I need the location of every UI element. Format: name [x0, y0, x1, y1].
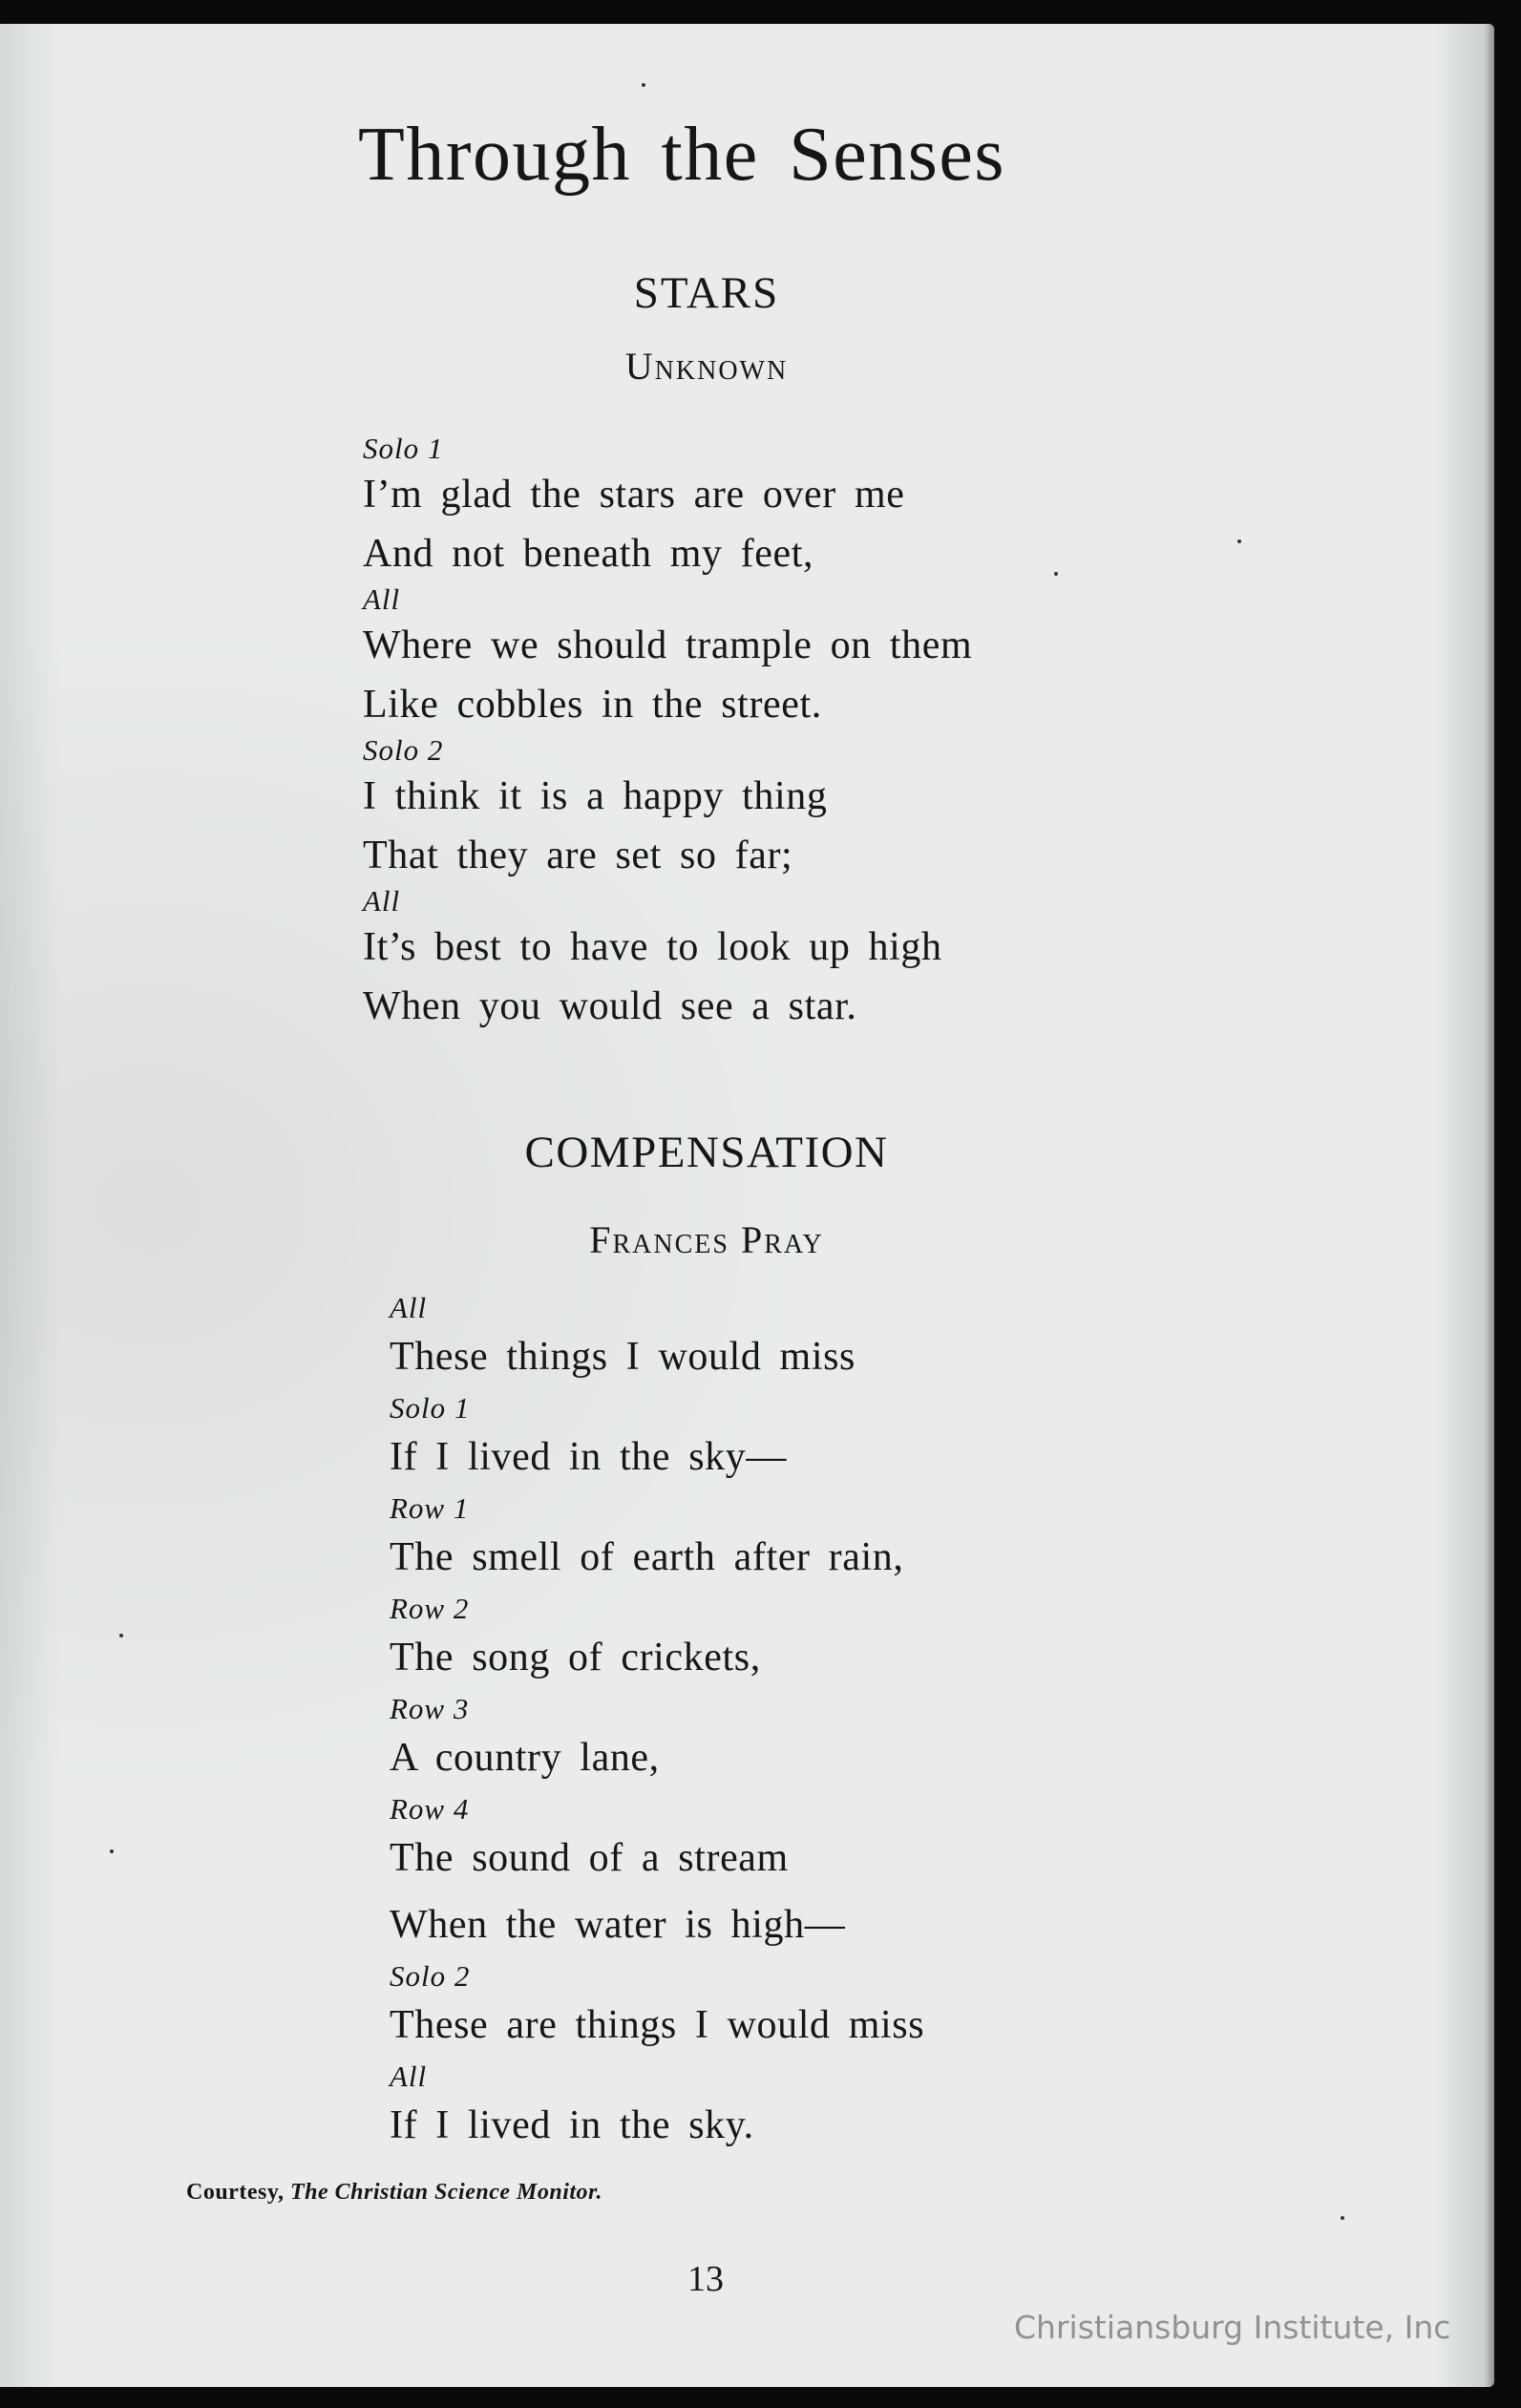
verse-line: A country lane,: [390, 1736, 660, 1780]
page-title: Through the Senses: [358, 113, 1006, 197]
verse-line: The sound of a stream: [390, 1836, 789, 1880]
poem-compensation: [390, 1292, 924, 2161]
courtesy-publication: The Christian Science Monitor.: [290, 2180, 603, 2205]
verse-line: These are things I would miss: [390, 2003, 925, 2047]
poem-author-compensation: Frances Pray: [589, 1218, 824, 1261]
page-number: 13: [687, 2259, 724, 2299]
speaker-cue: All: [390, 2059, 428, 2093]
verse-line: The smell of earth after rain,: [390, 1535, 904, 1579]
paper-speck: [1054, 572, 1058, 576]
paper-speck: [642, 83, 645, 87]
page-edge-shadow: [1485, 24, 1494, 2387]
verse-line: I’m glad the stars are over me: [363, 473, 905, 517]
verse-line: I think it is a happy thing: [363, 774, 828, 818]
paper-speck: [110, 1849, 114, 1853]
speaker-cue: Row 2: [390, 1592, 470, 1625]
book-page: [0, 24, 1494, 2387]
courtesy-credit: [186, 2180, 602, 2206]
paper-speck: [1237, 539, 1241, 543]
verse-line: If I lived in the sky—: [390, 1435, 787, 1479]
speaker-cue: All: [363, 582, 401, 616]
speaker-cue: Solo 2: [363, 733, 444, 767]
speaker-cue: Row 1: [390, 1491, 470, 1525]
speaker-cue: Solo 1: [363, 432, 444, 465]
poem-title-stars: STARS: [633, 268, 780, 318]
speaker-cue: All: [390, 1291, 428, 1324]
speaker-cue: Solo 2: [390, 1959, 471, 1993]
speaker-cue: Row 4: [390, 1792, 470, 1826]
verse-line: Where we should trample on them: [363, 623, 973, 667]
speaker-cue: All: [363, 884, 401, 918]
verse-line: And not beneath my feet,: [363, 532, 814, 576]
paper-speck: [1341, 2216, 1344, 2220]
verse-line: The song of crickets,: [390, 1636, 761, 1679]
verse-line: If I lived in the sky.: [390, 2103, 754, 2147]
speaker-cue: Solo 1: [390, 1391, 471, 1425]
courtesy-prefix: Courtesy,: [186, 2180, 285, 2205]
verse-line: Like cobbles in the street.: [363, 683, 822, 727]
paper-speck: [119, 1634, 123, 1637]
archive-watermark: Christiansburg Institute, Inc: [1014, 2309, 1451, 2346]
verse-line: It’s best to have to look up high: [363, 925, 942, 969]
verse-line: These things I would miss: [390, 1335, 856, 1379]
poem-author-stars: Unknown: [624, 345, 789, 388]
verse-line: When the water is high—: [390, 1903, 846, 1947]
speaker-cue: Row 3: [390, 1692, 470, 1725]
verse-line: That they are set so far;: [363, 834, 793, 877]
poem-stars: [363, 433, 972, 1036]
poem-title-compensation: COMPENSATION: [524, 1128, 889, 1177]
verse-line: When you would see a star.: [363, 984, 857, 1028]
